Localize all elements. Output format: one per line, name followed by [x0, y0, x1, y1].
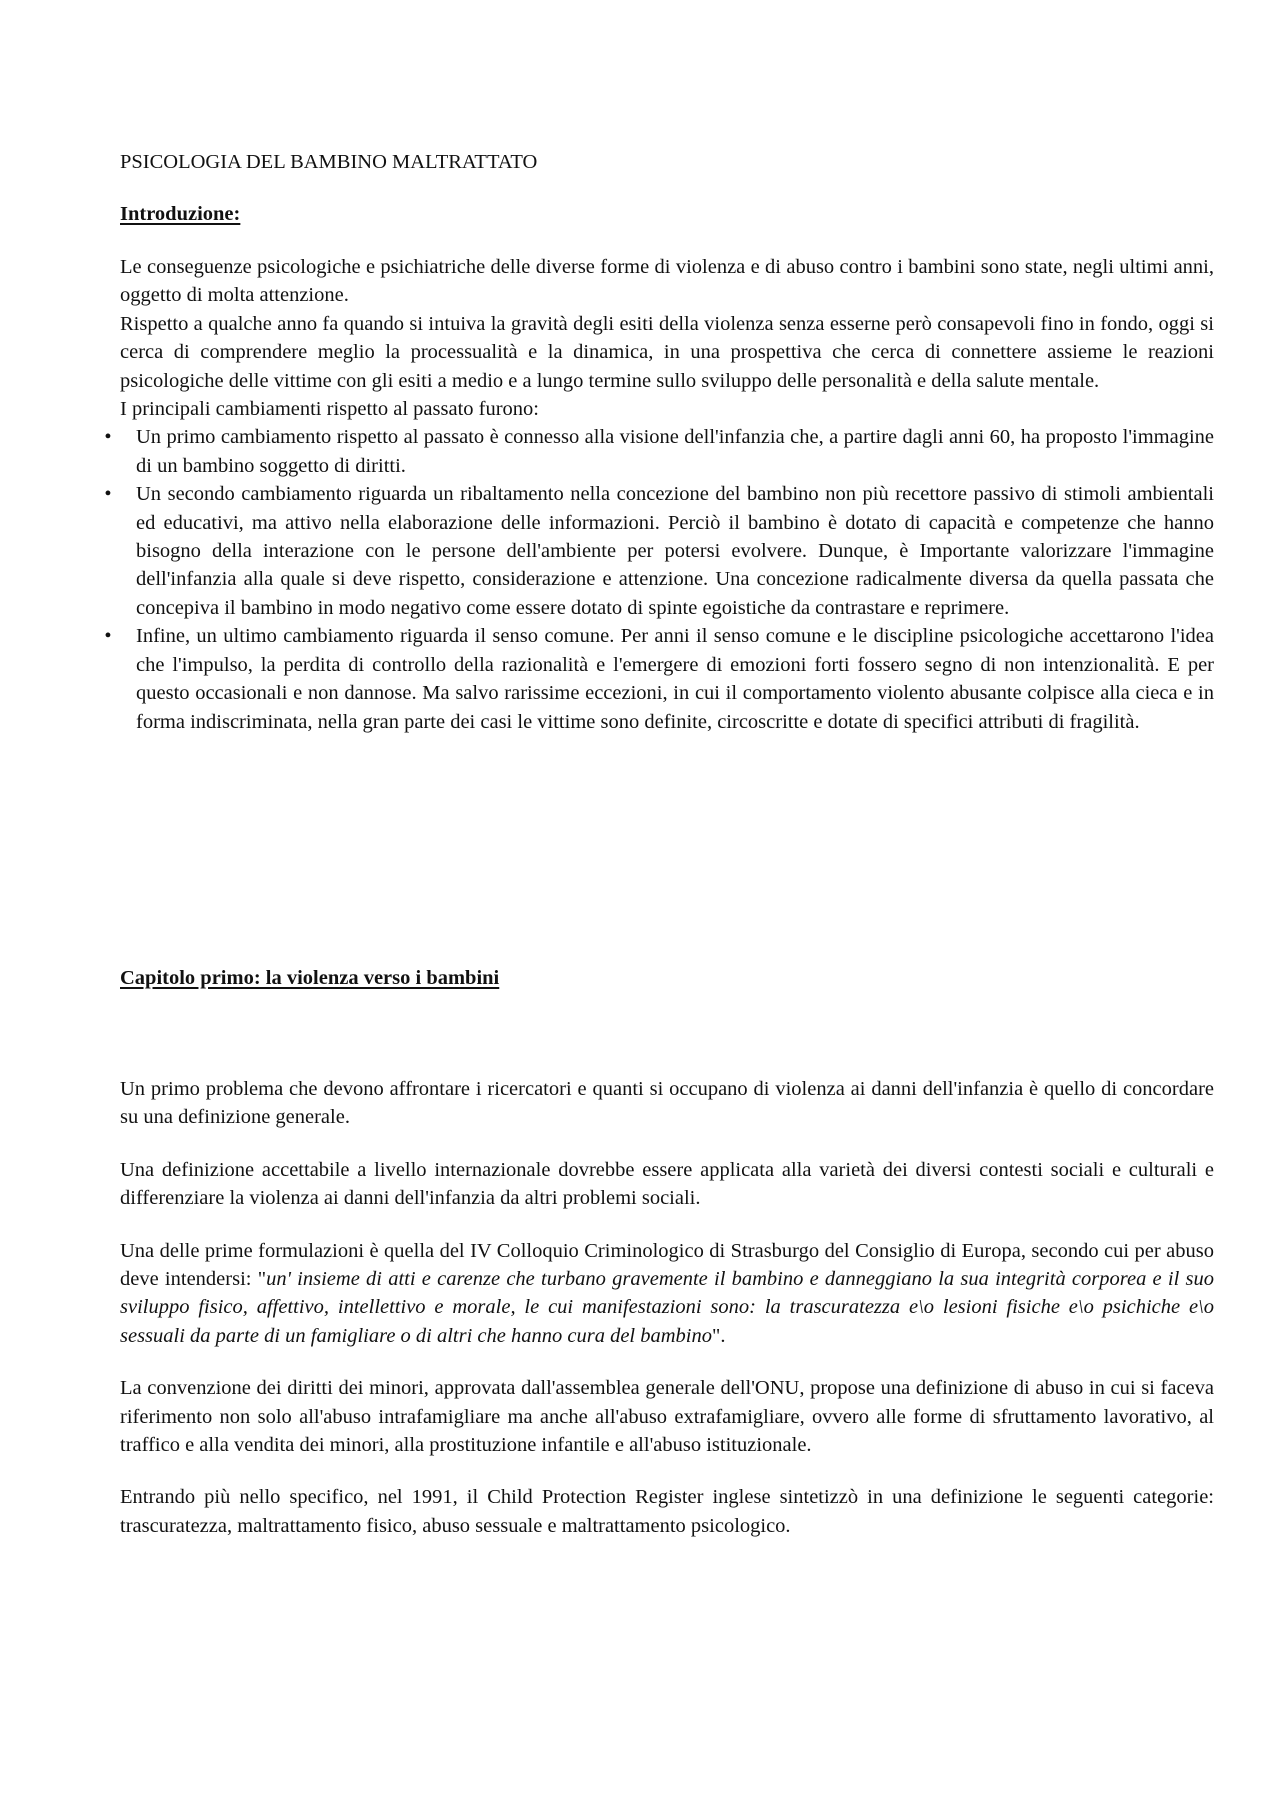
bullet-icon: • — [104, 625, 112, 648]
list-item-text: Un secondo cambiamento riguarda un ribaltamento nella concezione del bambino non più recettore passivo di stimoli ambientali ed educativi, ma attivo nella elaborazione delle informazioni. Perciò il bambino è dotato di capacità e competenze che hanno bisogno della interazione con le persone dell'ambiente per potersi evolvere. Dunque, è Importante valorizzare l'immagine dell'infanzia alla quale si deve rispetto, considerazione e attenzione. Una concezione radicalmente diversa da quella passata che concepiva il bambino in modo negativo come essere dotato di spinte egoistiche da contrastare e reprimere. — [136, 483, 1214, 619]
quote-end: ". — [712, 1324, 726, 1347]
document-title: PSICOLOGIA DEL BAMBINO MALTRATTATO — [120, 151, 538, 173]
list-item — [104, 423, 1214, 480]
list-item — [104, 480, 1214, 622]
introduction-body — [104, 253, 1214, 736]
bullet-icon: • — [104, 426, 112, 449]
bullet-icon: • — [104, 483, 112, 506]
intro-paragraph-2: Rispetto a qualche anno fa quando si intuiva la gravità degli esiti della violenza senza esserne però consapevoli fino in fondo, oggi si cerca di comprendere meglio la processualità e la dinamica, in una prospettiva che cerca di connettere assieme le reazioni psicologiche delle vittime con gli esiti a medio e a lungo termine sullo sviluppo delle personalità e della salute mentale. — [120, 312, 1214, 392]
list-item — [104, 622, 1214, 736]
chapter-body — [120, 1075, 1214, 1540]
chapter-heading: Capitolo primo: la violenza verso i bambini — [120, 967, 500, 989]
chapter-paragraph-2: Una definizione accettabile a livello internazionale dovrebbe essere applicata alla varietà dei diversi contesti sociali e culturali e differenziare la violenza ai danni dell'infanzia da altri problemi sociali. — [120, 1158, 1214, 1210]
list-item-text: Un primo cambiamento rispetto al passato è connesso alla visione dell'infanzia che, a partire dagli anni 60, ha proposto l'immagine di un bambino soggetto di diritti. — [136, 426, 1214, 477]
chapter-paragraph-3 — [120, 1237, 1214, 1351]
list-item-text: Infine, un ultimo cambiamento riguarda il senso comune. Per anni il senso comune e le discipline psicologiche accettarono l'idea che l'impulso, la perdita di controllo della razionalità e l'emergere di emozioni forti fossero segno di non intenzionalità. E per questo occasionali e non dannose. Ma salvo rarissime eccezioni, in cui il comportamento violento abusante colpisce alla cieca e in forma indiscriminata, nella gran parte dei casi le vittime sono definite, circoscritte e dotate di specifici attributi di fragilità. — [136, 625, 1214, 733]
quote-intro: Una delle prime formulazioni è quella del IV Colloquio Criminologico di Strasburgo del Consiglio di Europa, secondo cui per abuso deve intendersi: " — [120, 1239, 1214, 1291]
intro-paragraph-1: Le conseguenze psicologiche e psichiatriche delle diverse forme di violenza e di abuso contro i bambini sono state, negli ultimi anni, oggetto di molta attenzione. — [120, 256, 1214, 307]
chapter-paragraph-5: Entrando più nello specifico, nel 1991, il Child Protection Register inglese sintetizzò in una definizione le seguenti categorie: trascuratezza, maltrattamento fisico, abuso sessuale e maltrattamento psicologico. — [120, 1486, 1214, 1537]
introduction-heading: Introduzione: — [120, 203, 241, 225]
changes-list — [104, 423, 1214, 735]
quoted-definition: un' insieme di atti e carenze che turbano gravemente il bambino e danneggiano la sua integrità corporea e il suo sviluppo fisico, affettivo, intellettivo e morale, le cui manifestazioni sono: la trascuratezza e\o lesioni fisiche e\o psichiche e\o sessuali da parte di un famigliare o di altri che hanno cura del bambino — [120, 1268, 1214, 1347]
chapter-paragraph-1: Un primo problema che devono affrontare i ricercatori e quanti si occupano di violenza ai danni dell'infanzia è quello di concordare su una definizione generale. — [120, 1078, 1214, 1129]
intro-paragraph-3: I principali cambiamenti rispetto al passato furono: — [120, 398, 539, 421]
chapter-paragraph-4: La convenzione dei diritti dei minori, approvata dall'assemblea generale dell'ONU, propose una definizione di abuso in cui si faceva riferimento non solo all'abuso intrafamigliare ma anche all'abuso extrafamigliare, ovvero alle forme di sfruttamento lavorativo, al traffico e alla vendita dei minori, alla prostituzione infantile e all'abuso istituzionale. — [120, 1377, 1214, 1457]
